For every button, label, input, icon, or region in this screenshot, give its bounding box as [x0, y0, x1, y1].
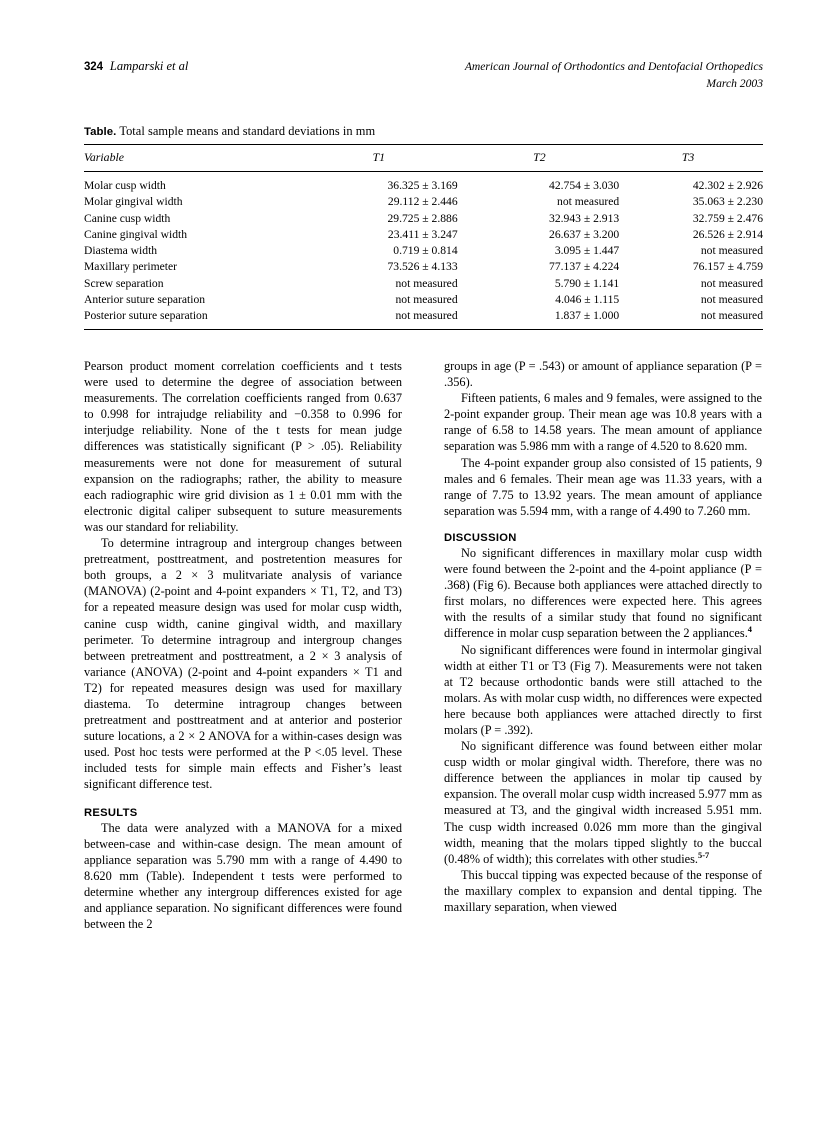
- paragraph-methods-reliability: Pearson product moment correlation coefficients and t tests were used to determine the degree of association between measurements. The correlation coefficients ranged from 0.637 to 0.998 for intrajudge reliability and −0.358 to 0.996 for interjudge reliability. None of the t tests for mean judge differences was statistically significant (P > .05). Reliability measurements were not done for measurement of sutural expansion on the radiographs; rather, the ability to measure each radiographic wire grid division as 1 ± 0.01 mm with the electronic digital caliper subsequent to suture measurements was our standard for reliability.: [84, 359, 402, 534]
- table-body: [84, 172, 763, 330]
- running-head-right: [465, 58, 763, 93]
- page-number: 324: [84, 61, 103, 73]
- table-header: [84, 145, 763, 172]
- cell-t3: 26.526 ± 2.914: [692, 227, 763, 241]
- paragraph-statistical-analysis: To determine intragroup and intergroup changes between pretreatment, posttreatment, and postretention measures for both groups, a 2 × 3 mulitvariate analysis of variance (MANOVA) (2-point and 4-point expanders × T1, T2, and T3) for a repeated measure design was used for molar cusp width, canine cusp width, canine gingival width, and maxillary perimeter. To determine intragroup and intergroup changes between pretreatment and posttreatment, a 2 × 3 analysis of variance (ANOVA) (2-point and 4-point expanders × T1 and T2) for repeated measures design was used for maxillary diastema. To determine intragroup changes between pretreatment and posttreatment and at anterior and posterior suture locations, a 2 × 2 ANOVA for a within-cases design was used. Post hoc tests were performed at the P <.05 level. These included tests for simple main effects and Fisher’s least significant difference test.: [84, 536, 402, 792]
- sample-means-table: [84, 144, 763, 329]
- table-row: [84, 210, 763, 226]
- table-caption-text: Total sample means and standard deviations in mm: [119, 124, 376, 138]
- paragraph-4point-group: The 4-point expander group also consisted of 15 patients, 9 males and 6 females. Their mean age was 11.33 years, with a range of 7.75 to 13.92 years. The mean amount of appliance separation was 5.594 mm, with a range of 4.490 to 7.260 mm.: [444, 455, 762, 518]
- table-row: [84, 242, 763, 258]
- cell-variable: Diastema width: [84, 244, 158, 257]
- cell-t2: 26.637 ± 3.200: [549, 227, 620, 241]
- cell-t2: 3.095 ± 1.447: [554, 244, 620, 257]
- cell-variable: Maxillary perimeter: [84, 260, 178, 274]
- cell-t1: not measured: [395, 309, 458, 322]
- reference-marker: 4: [747, 625, 752, 635]
- cell-t3: not measured: [700, 309, 763, 322]
- cell-t3: 35.063 ± 2.230: [692, 195, 763, 209]
- table-row: [84, 194, 763, 210]
- cell-t1: 36.325 ± 3.169: [387, 179, 458, 192]
- cell-t2: 4.046 ± 1.115: [555, 292, 620, 306]
- table-header-row: [84, 145, 763, 172]
- table-row: [84, 172, 763, 194]
- right-column: [444, 358, 762, 932]
- paragraph-results-groups: groups in age (P = .543) or amount of appliance separation (P = .356).: [444, 359, 762, 390]
- running-head-authors: Lamparski et al: [109, 59, 189, 73]
- cell-t3: not measured: [700, 292, 763, 306]
- reference-marker: 5-7: [698, 850, 710, 860]
- cell-t1: not measured: [395, 292, 458, 306]
- cell-t1: 29.725 ± 2.886: [387, 211, 458, 225]
- cell-t1: 23.411 ± 3.247: [387, 227, 458, 241]
- column-header-t2: T2: [468, 145, 628, 172]
- table-row: [84, 259, 763, 275]
- cell-variable: Posterior suture separation: [84, 309, 208, 322]
- paragraph-discussion-gingival-width: No significant differences were found in intermolar gingival width at either T1 or T3 (Fig 7). Measurements were not taken at T2 because orthodontic bands were still attached to the molars. As with molar cusp width, no differences were expected here because both appliances were attached directly to first molars (P = .392).: [444, 642, 762, 737]
- table-block: [84, 124, 763, 330]
- cell-t1: 0.719 ± 0.814: [393, 244, 458, 257]
- body-columns: [84, 358, 763, 932]
- table-row: [84, 307, 763, 329]
- cell-variable: Anterior suture separation: [84, 292, 206, 306]
- cell-variable: Canine gingival width: [84, 227, 188, 241]
- cell-t2: 77.137 ± 4.224: [549, 260, 620, 274]
- cell-variable: Molar cusp width: [84, 179, 166, 192]
- cell-t1: 29.112 ± 2.446: [387, 195, 458, 209]
- paragraph-text: No significant differences in maxillary molar cusp width were found between the 2-point and the 4-point appliance (P = .368) (Fig 6). Because both appliances were attached directly to first molars, no differences were expected here. This agrees with the results of a similar study that found no significant difference in molar cusp separation between the 2 appliances.: [444, 545, 762, 641]
- cell-variable: Screw separation: [84, 276, 164, 290]
- cell-t2: 32.943 ± 2.913: [549, 211, 620, 225]
- column-header-t1: T1: [308, 145, 468, 172]
- section-heading-discussion: DISCUSSION: [444, 531, 517, 544]
- cell-variable: Molar gingival width: [84, 195, 183, 209]
- cell-t2: 5.790 ± 1.141: [554, 276, 620, 290]
- table-row: [84, 291, 763, 307]
- table-row: [84, 275, 763, 291]
- column-header-variable: Variable: [84, 145, 308, 172]
- cell-t1: 73.526 ± 4.133: [387, 260, 458, 274]
- cell-variable: Canine cusp width: [84, 211, 171, 225]
- section-heading-results: RESULTS: [84, 806, 138, 819]
- running-head: [84, 58, 763, 93]
- cell-t3: 76.157 ± 4.759: [692, 260, 763, 274]
- cell-t1: not measured: [395, 276, 458, 290]
- paragraph-discussion-molar-tip: [444, 738, 762, 867]
- table-row: [84, 226, 763, 242]
- left-column: [84, 358, 402, 932]
- column-header-t3: T3: [627, 145, 763, 172]
- cell-t2: 1.837 ± 1.000: [554, 309, 620, 322]
- cell-t2: not measured: [557, 195, 620, 209]
- paragraph-results-overview: The data were analyzed with a MANOVA for a mixed between-case and within-case design. The mean amount of appliance separation was 5.790 mm with a range of 4.490 to 8.620 mm (Table). Independent t tests were performed to determine whether any intergroup differences existed for age and appliance separation. No significant differences were found between the 2: [84, 820, 402, 932]
- cell-t2: 42.754 ± 3.030: [549, 179, 620, 192]
- issue-date: March 2003: [706, 77, 763, 91]
- running-head-left: [84, 58, 188, 76]
- paragraph-2point-group: Fifteen patients, 6 males and 9 females, were assigned to the 2-point expander group. Their mean age was 10.8 years with a range of 6.58 to 14.58 years. The mean amount of appliance separation was 5.986 mm with a range of 4.520 to 8.620 mm.: [444, 391, 762, 454]
- table-caption: [84, 124, 763, 139]
- paragraph-discussion-cusp-width: [444, 545, 762, 642]
- cell-t3: 32.759 ± 2.476: [692, 211, 763, 225]
- paragraph-discussion-buccal-tipping: This buccal tipping was expected because of the response of the maxillary complex to expansion and dental tipping. The maxillary separation, when viewed: [444, 867, 762, 914]
- table-bottom-rule: [84, 329, 763, 330]
- paragraph-text: No significant difference was found between either molar cusp width or molar gingival width. Therefore, there was no difference between the appliances in molar tip caused by expansion. The overall molar cusp width increased 5.977 mm as measured at T3, and the gingival width increased 5.951 mm. The cusp width increased 0.026 mm more than the gingival width, meaning that the molars tipped slightly to the buccal (0.48% of width); this correlates with other studies.: [444, 739, 762, 866]
- journal-title: American Journal of Orthodontics and Dentofacial Orthopedics: [464, 60, 763, 73]
- cell-t3: 42.302 ± 2.926: [692, 179, 763, 192]
- cell-t3: not measured: [700, 244, 763, 257]
- table-label: Table.: [84, 126, 117, 138]
- cell-t3: not measured: [700, 276, 763, 290]
